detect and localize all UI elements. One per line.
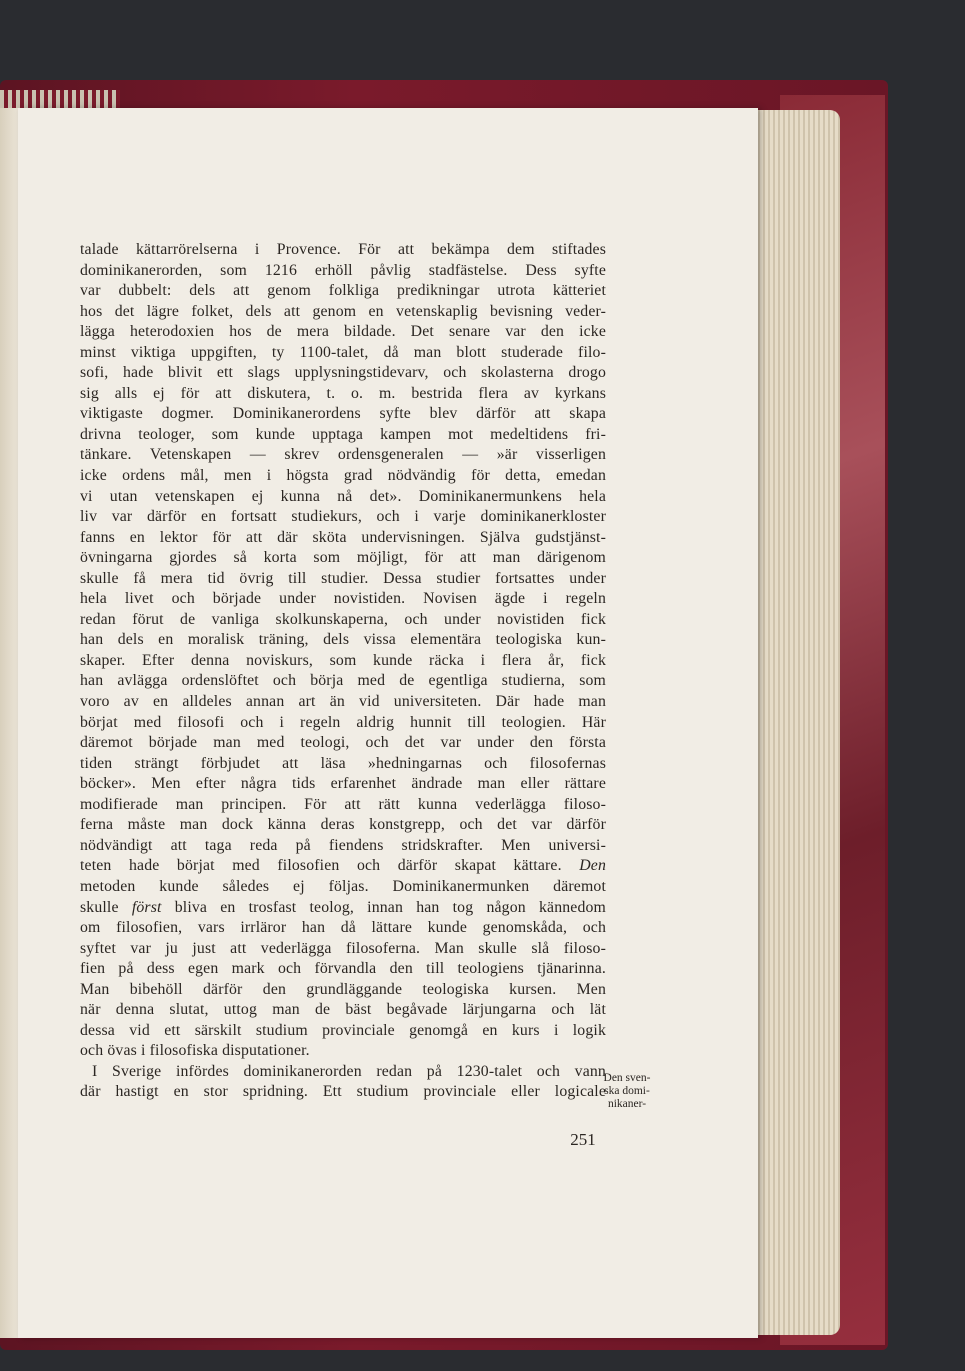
text-line: ferna måste man dock känna deras konstgrepp, och det var därför [80, 816, 606, 834]
text-line: dessa vid ett särskilt studium provinciale genomgå en kurs i logik [80, 1021, 606, 1039]
book-page [18, 108, 758, 1338]
text-line: I Sverige infördes dominikanerorden redan på 1230-talet och vann [92, 1062, 606, 1080]
text-line: tänkare. Vetenskapen — skrev ordensgeneralen — »är visserligen [80, 446, 606, 464]
page-edges [745, 110, 840, 1335]
text-line: viktigaste dogmer. Dominikanerordens syfte blev därför att skapa [80, 405, 606, 423]
text-line: teten hade börjat med filosofien och därför skapat kättare. Den [80, 857, 606, 875]
text-line: dominikanerorden, som 1216 erhöll påvlig stadfästelse. Dess syfte [80, 261, 606, 279]
text-line: hos det lägre folket, dels att genom en vetenskaplig bevisning veder- [80, 302, 606, 320]
text-line: däremot började man med teologi, och det var under den första [80, 734, 606, 752]
text-line: han dels en moralisk träning, dels vissa elementära teologiska kun- [80, 631, 606, 649]
text-line: och övas i filosofiska disputationer. [80, 1042, 310, 1060]
text-line: skaper. Efter denna noviskurs, som kunde räcka i flera år, fick [80, 651, 606, 669]
text-line: modifierade man principen. För att rätt kunna vederlägga filoso- [80, 795, 606, 813]
margin-note-line: Den sven- [603, 1072, 651, 1084]
text-line: där hastigt en stor spridning. Ett studium provinciale eller logicale [80, 1083, 606, 1101]
page-number: 251 [570, 1130, 596, 1149]
text-line: fanns en lektor för att där sköta undervisningen. Själva gudstjänst- [80, 528, 606, 546]
text-line: skulle få mera tid övrig till studier. Dessa studier fortsattes under [80, 569, 606, 587]
text-line: var dubbelt: dels att genom folkliga predikningar utrota kätteriet [80, 282, 606, 300]
text-line: sig alls ej för att diskutera, t. o. m. bestrida flera av kyrkans [80, 384, 606, 402]
text-line: lägga heterodoxien hos de mera bildade. Det senare var den icke [80, 323, 606, 341]
text-line: redan förut de vanliga skolkunskaperna, och under novistiden fick [80, 610, 606, 628]
text-line: voro av en alldeles annan art än vid universiteten. Där hade man [80, 693, 606, 711]
text-line: talade kättarrörelserna i Provence. För att bekämpa dem stiftades [80, 241, 606, 258]
text-line: om filosofien, vars irrläror han då lättare kunde genomskåda, och [80, 919, 606, 937]
text-line: minst viktiga uppgiften, ty 1100-talet, då man blott studerade filo- [80, 343, 606, 361]
text-line: hela livet och började under novistiden. Novisen ägde i regeln [80, 590, 606, 608]
body-text [80, 240, 606, 1103]
margin-note-line: nikaner- [607, 1098, 647, 1110]
text-line: nödvändigt att taga reda på fiendens stridskrafter. Men universi- [80, 836, 606, 854]
text-line: metoden kunde således ej följas. Dominikanermunken däremot [80, 877, 606, 895]
text-line: böcker». Men efter några tids erfarenhet ändrade man eller rättare [80, 775, 606, 793]
text-line: fien på dess egen mark och förvandla den till teologiens tjänarinna. [80, 960, 606, 978]
text-line: skulle först bliva en trosfast teolog, innan han tog någon kännedom [80, 898, 606, 916]
text-line: han avlägga ordenslöftet och börja med de egentliga studierna, som [80, 672, 606, 690]
text-line: övningarna gjordes så korta som möjligt, för att man därigenom [80, 549, 606, 567]
spine-strip [0, 90, 120, 108]
text-line: syftet var ju just att vederlägga filosoferna. Man skulle slå filoso- [80, 939, 606, 957]
margin-note-line: ska domi- [604, 1085, 650, 1097]
margin-note [592, 1072, 662, 1111]
text-line: börjat med filosofi och i regeln aldrig hunnit till teologien. Här [80, 713, 606, 731]
text-line: när denna slutat, uttog man de bäst begåvade lärjungarna och lät [80, 1001, 606, 1019]
text-line: drivna teologer, som kunde upptaga kampen mot medeltidens fri- [80, 425, 606, 443]
text-line: tiden strängt förbjudet att läsa »hedningarnas och filosofernas [80, 754, 606, 772]
text-line: icke ordens mål, men i högsta grad nödvändig för detta, emedan [80, 467, 606, 485]
text-line: vi utan vetenskapen ej kunna nå det». Dominikanermunkens hela [80, 487, 606, 505]
text-line: sofi, hade blivit ett slags upplysningstidevarv, och skolasterna drogo [80, 364, 606, 382]
text-line: Man bibehöll därför den grundläggande teologiska kursen. Men [80, 980, 606, 998]
text-line: liv var därför en fortsatt studiekurs, och i varje dominikanerkloster [80, 508, 606, 526]
